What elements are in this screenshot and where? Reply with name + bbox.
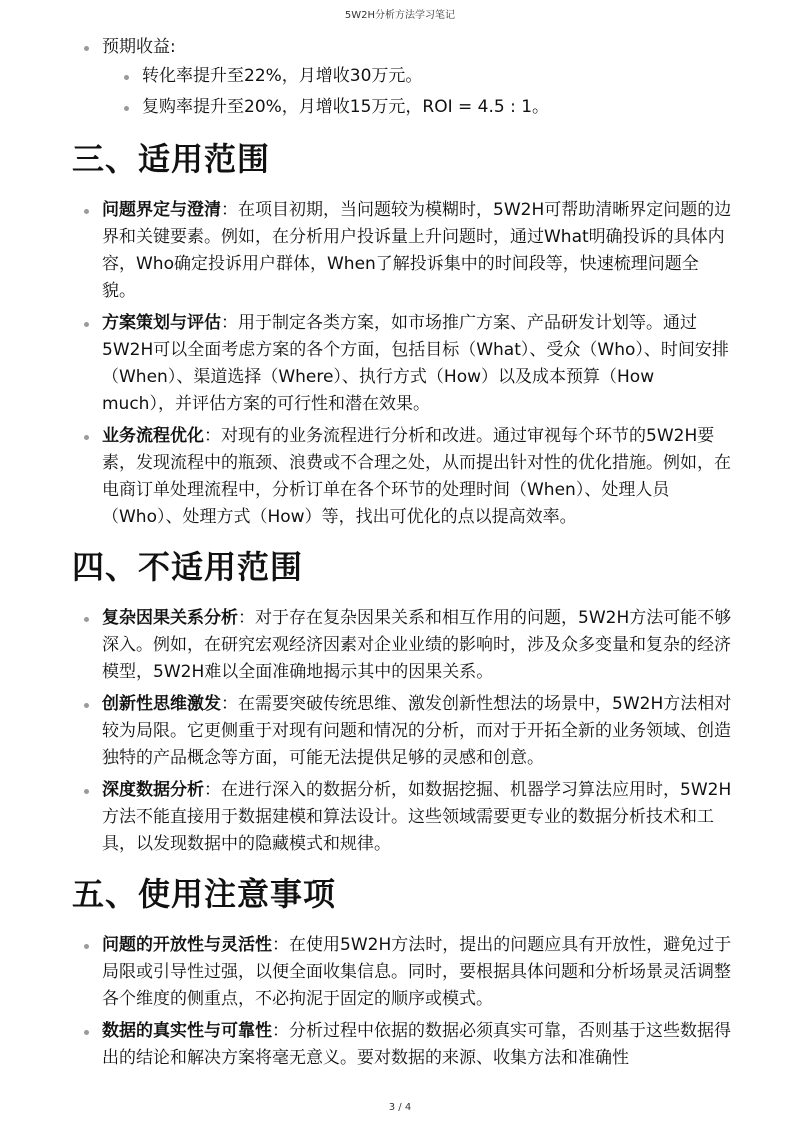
item-text: ：对于存在复杂因果关系和相互作用的问题，5W2H方法可能不够深入。例如，在研究宏观经济因素对企业业绩的影响时，涉及众多变量和复杂的经济模型，5W2H难以全面准确地揭示其中的因果关系。	[102, 608, 732, 682]
sub-item-text: 转化率提升至22%，月增收30万元。	[142, 66, 423, 86]
item-text: ：在进行深入的数据分析，如数据挖掘、机器学习算法应用时，5W2H方法不能直接用于数据建模和算法设计。这些领域需要更专业的数据分析技术和工具，以发现数据中的隐藏模式和规律。	[102, 780, 732, 854]
item-term: 深度数据分析	[102, 780, 204, 800]
list-item	[72, 34, 732, 123]
list-item	[72, 423, 732, 531]
section-heading: 四、不适用范围	[72, 548, 304, 586]
item-text: ：对现有的业务流程进行分析和改进。通过审视每个环节的5W2H要素，发现流程中的瓶颈、浪费或不合理之处，从而提出针对性的优化措施。例如，在电商订单处理流程中，分析订单在各个环节的处理时间（When）、处理人员（Who）、处理方式（How）等，找出可优化的点以提高效率。	[102, 426, 731, 527]
item-term: 业务流程优化	[102, 426, 204, 446]
list-item	[72, 691, 732, 772]
page-number: 3 / 4	[388, 1102, 412, 1113]
item-term: 方案策划与评估	[102, 313, 221, 333]
bullet-icon	[84, 435, 89, 440]
item-term: 问题的开放性与灵活性	[102, 935, 272, 955]
item-term: 创新性思维激发	[102, 694, 221, 714]
list-item	[72, 197, 732, 305]
list-item	[72, 932, 732, 1013]
list-item	[72, 777, 732, 858]
bullet-icon	[84, 944, 89, 949]
bullet-icon	[84, 46, 89, 51]
bullet-icon	[84, 1030, 89, 1035]
sub-list-item	[102, 92, 732, 123]
sub-list-item	[102, 61, 732, 92]
list-item	[72, 310, 732, 418]
section-heading: 五、使用注意事项	[72, 875, 337, 913]
list-item	[72, 1018, 732, 1072]
item-text: ：在使用5W2H方法时，提出的问题应具有开放性，避免过于局限或引导性过强，以便全面收集信息。同时，要根据具体问题和分析场景灵活调整各个维度的侧重点，不必拘泥于固定的顺序或模式。	[102, 935, 732, 1009]
bullet-icon	[84, 322, 89, 327]
bullet-icon	[124, 106, 129, 111]
bullet-icon	[84, 209, 89, 214]
section-heading: 三、适用范围	[72, 140, 271, 178]
expected-benefits-list	[72, 34, 732, 123]
bullet-icon	[84, 617, 89, 622]
list-item	[72, 605, 732, 686]
document-content	[72, 34, 732, 1077]
sub-item-text: 复购率提升至20%，月增收15万元，ROI = 4.5 : 1。	[142, 97, 550, 117]
item-text: ：分析过程中依据的数据必须真实可靠，否则基于这些数据得出的结论和解决方案将毫无意义。要对数据的来源、收集方法和准确性	[102, 1021, 731, 1068]
item-term: 复杂因果关系分析	[102, 608, 238, 628]
bullet-icon	[84, 703, 89, 708]
sub-list	[102, 61, 732, 123]
item-text: ：用于制定各类方案，如市场推广方案、产品研发计划等。通过5W2H可以全面考虑方案的各个方面，包括目标（What）、受众（Who）、时间安排（When）、渠道选择（Where）、执行方式（How）以及成本预算（How much），并评估方案的可行性和潜在效果。	[102, 313, 729, 414]
section-list	[72, 932, 732, 1072]
bullet-icon	[124, 75, 129, 80]
item-text: ：在需要突破传统思维、激发创新性想法的场景中，5W2H方法相对较为局限。它更侧重于对现有问题和情况的分析，而对于开拓全新的业务领域、创造独特的产品概念等方面，可能无法提供足够的灵感和创意。	[102, 694, 732, 768]
item-term: 数据的真实性与可靠性	[102, 1021, 272, 1041]
item-term: 问题界定与澄清	[102, 200, 221, 220]
section-list	[72, 197, 732, 531]
section-list	[72, 605, 732, 858]
item-text: ：在项目初期，当问题较为模糊时，5W2H可帮助清晰界定问题的边界和关键要素。例如，在分析用户投诉量上升问题时，通过What明确投诉的具体内容，Who确定投诉用户群体，When了解投诉集中的时间段等，快速梳理问题全貌。	[102, 200, 732, 301]
page-header: 5W2H分析方法学习笔记	[344, 10, 456, 21]
bullet-icon	[84, 789, 89, 794]
expected-benefits-label: 预期收益:	[102, 37, 176, 57]
